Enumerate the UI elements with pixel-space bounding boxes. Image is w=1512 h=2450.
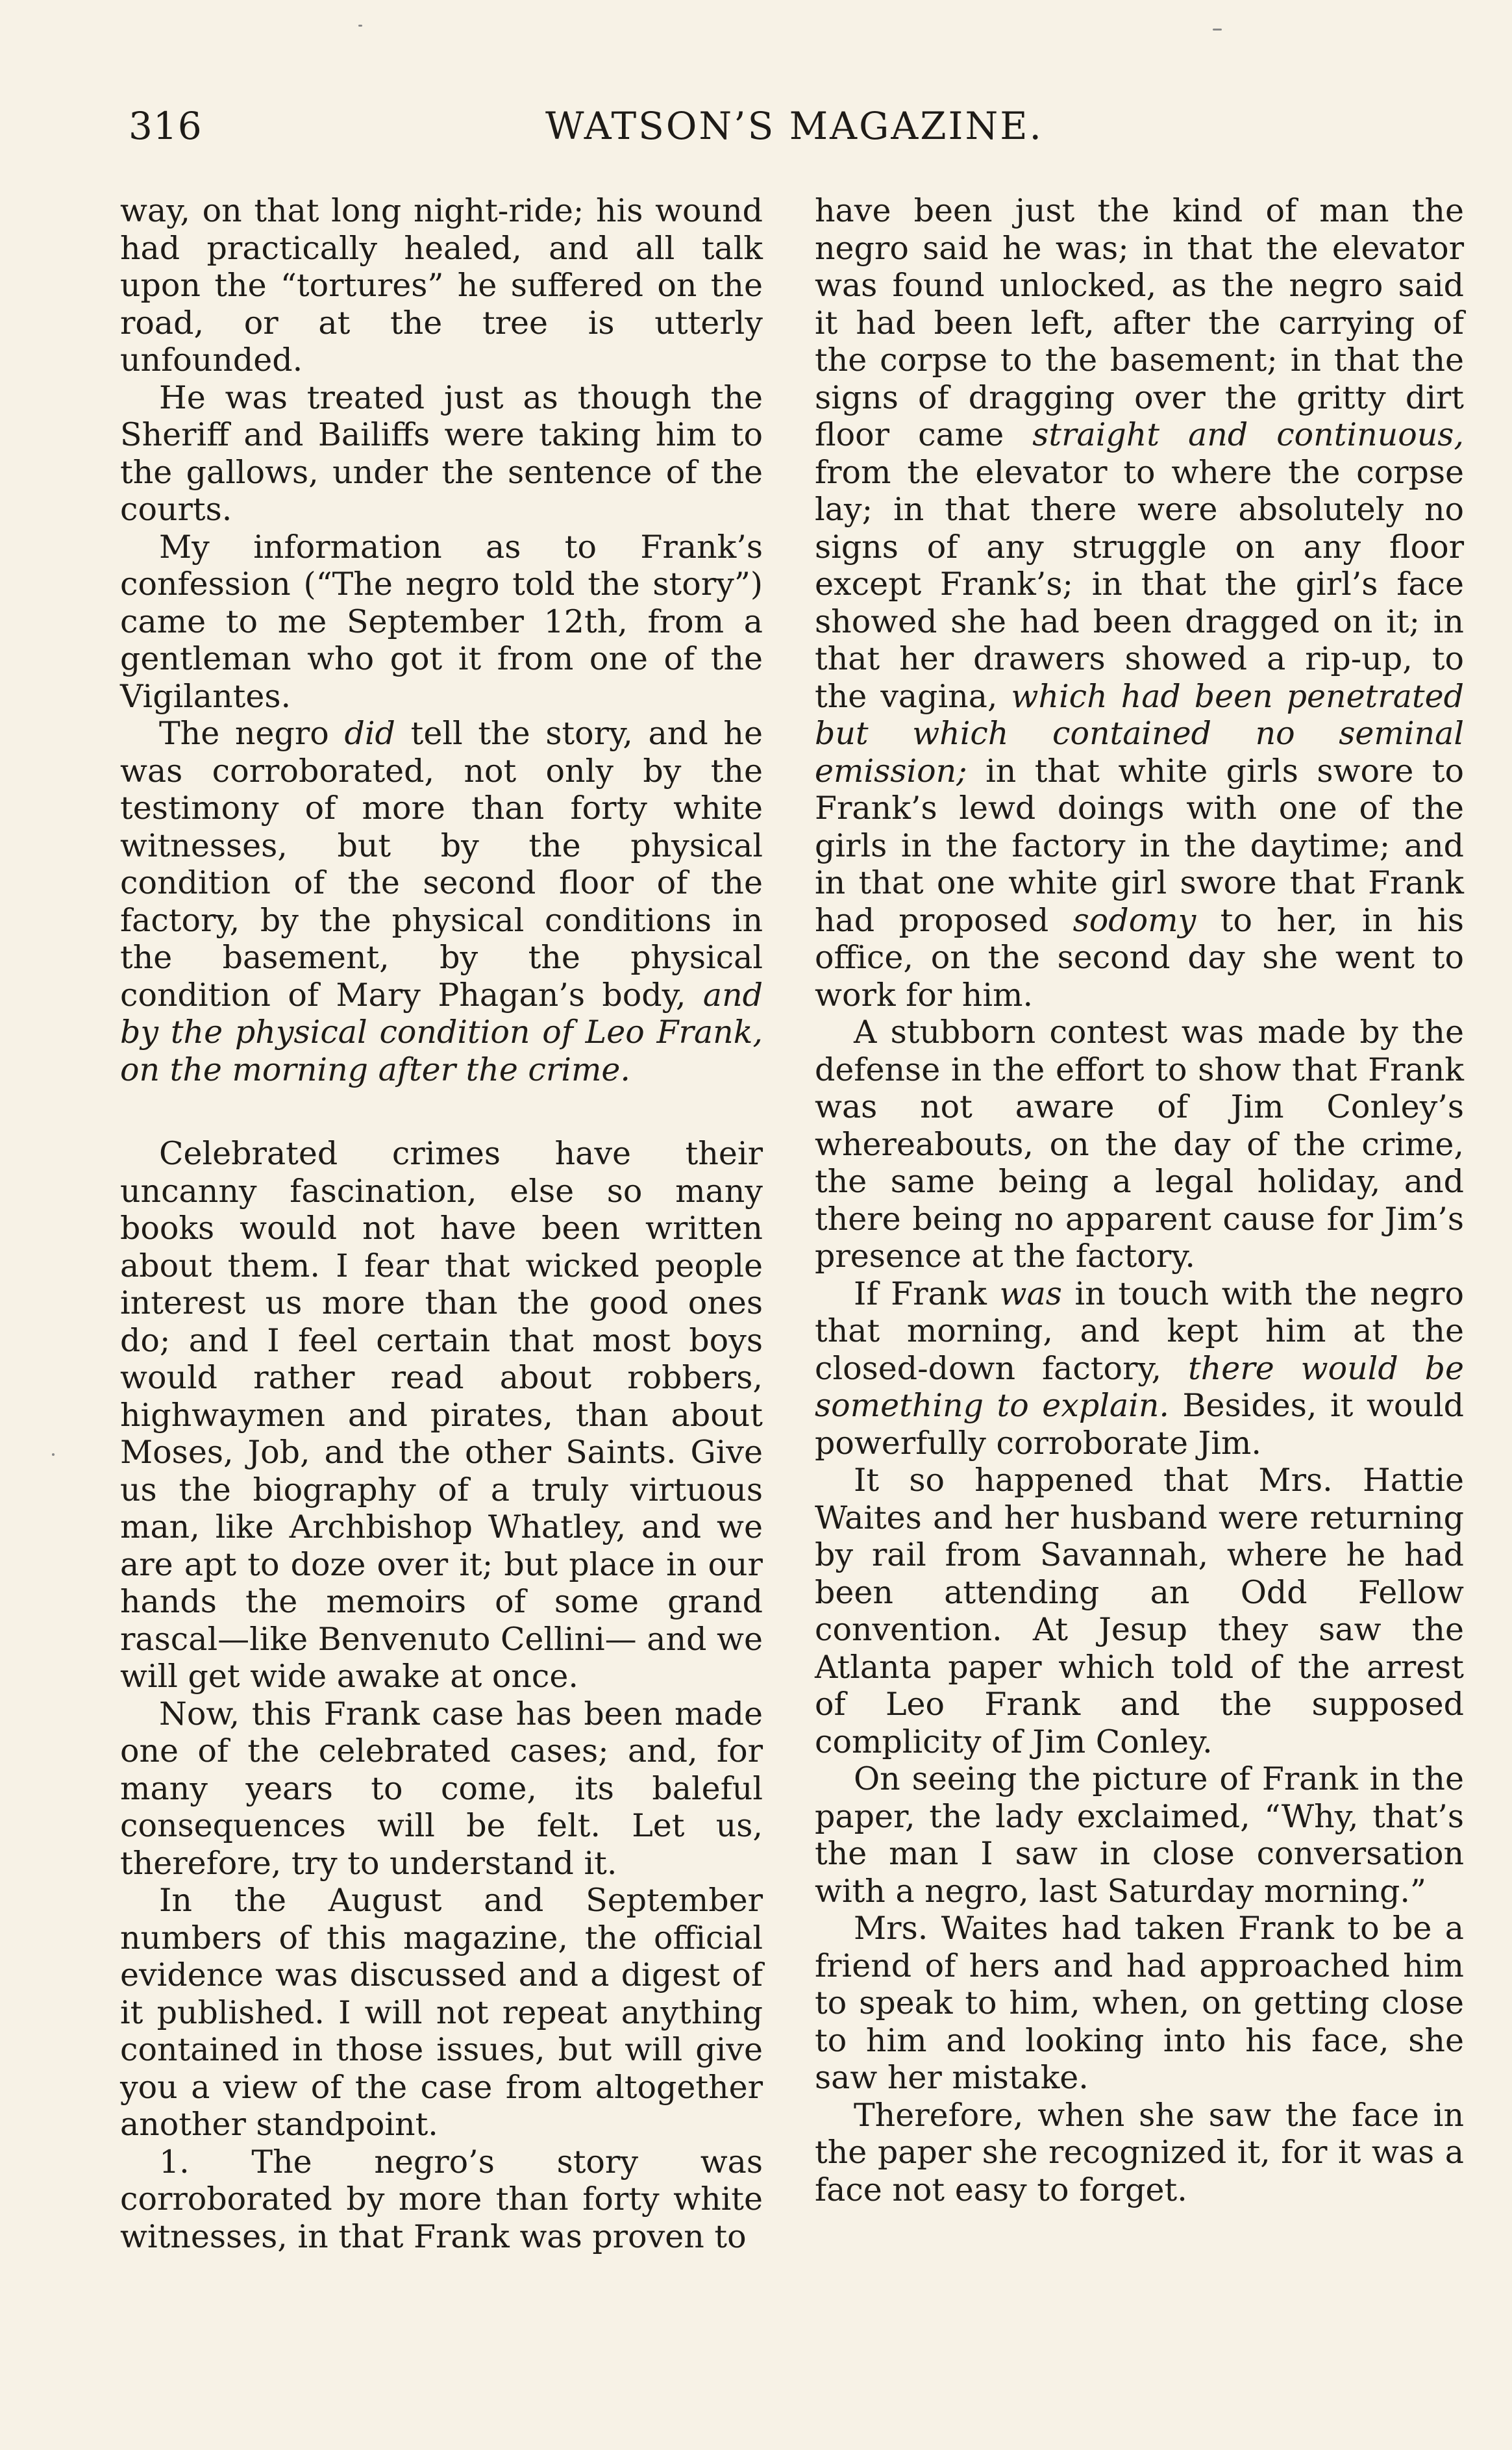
paragraph: If Frank was in touch with the negro that morning, and kept him at the closed-down factory, there would be something to explain. Besides, it would powerfully corroborate Jim.	[815, 1275, 1464, 1462]
print-speck	[52, 1453, 55, 1456]
print-speck	[1213, 29, 1222, 31]
left-column	[120, 192, 763, 2255]
running-title: WATSON’S MAGAZINE.	[545, 104, 1043, 148]
paragraph: He was treated just as though the Sheriff and Bailiffs were taking him to the gallows, under the sentence of the courts.	[120, 379, 763, 528]
paragraph: Celebrated crimes have their uncanny fascination, else so many books would not have been written about them. I fear that wicked people interest us more than the good ones do; and I feel certain that most boys would rather read about robbers, highwaymen and pirates, than about Moses, Job, and the other Saints. Give us the biography of a truly virtuous man, like Archbishop Whatley, and we are apt to doze over it; but place in our hands the memoirs of some grand rascal—like Benvenuto Cellini— and we will get wide awake at once.	[120, 1135, 763, 1695]
paragraph: have been just the kind of man the negro said he was; in that the elevator was found unlocked, as the negro said it had been left, after the carrying of the corpse to the basement; in that the signs of dragging over the gritty dirt floor came straight and continuous, from the elevator to where the corpse lay; in that there were absolutely no signs of any struggle on any floor except Frank’s; in that the girl’s face showed she had been dragged on it; in that her drawers showed a rip-up, to the vagina, which had been penetrated but which contained no seminal emission; in that white girls swore to Frank’s lewd doings with one of the girls in the factory in the daytime; and in that one white girl swore that Frank had proposed sodomy to her, in his office, on the second day she went to work for him.	[815, 192, 1464, 1014]
paragraph: 1. The negro’s story was corroborated by more than forty white witnesses, in that Frank was proven to	[120, 2143, 763, 2255]
paragraph: way, on that long night-ride; his wound had practically healed, and all talk upon the “tortures” he suffered on the road, or at the tree is utterly unfounded.	[120, 192, 763, 379]
paragraph: Therefore, when she saw the face in the paper she recognized it, for it was a face not easy to forget.	[815, 2096, 1464, 2208]
paragraph: It so happened that Mrs. Hattie Waites and her husband were returning by rail from Savannah, where he had been attending an Odd Fellow convention. At Jesup they saw the Atlanta paper which told of the arrest of Leo Frank and the supposed complicity of Jim Conley.	[815, 1462, 1464, 1760]
right-column	[815, 192, 1464, 2208]
paragraph: Mrs. Waites had taken Frank to be a friend of hers and had approached him to speak to him, when, on getting close to him and looking into his face, she saw her mistake.	[815, 1910, 1464, 2096]
paragraph: On seeing the picture of Frank in the paper, the lady exclaimed, “Why, that’s the man I saw in close conversation with a negro, last Saturday morning.”	[815, 1760, 1464, 1910]
paragraph: My information as to Frank’s confession (“The negro told the story”) came to me September 12th, from a gentleman who got it from one of the Vigilantes.	[120, 528, 763, 715]
paragraph: In the August and September numbers of this magazine, the official evidence was discussed and a digest of it published. I will not repeat anything contained in those issues, but will give you a view of the case from altogether another standpoint.	[120, 1882, 763, 2143]
paragraph: Now, this Frank case has been made one of the celebrated cases; and, for many years to come, its baleful consequences will be felt. Let us, therefore, try to understand it.	[120, 1695, 763, 1882]
paragraph: The negro did tell the story, and he was corroborated, not only by the testimony of more than forty white witnesses, but by the physical condition of the second floor of the factory, by the physical conditions in the basement, by the physical condition of Mary Phagan’s body, and by the physical condition of Leo Frank, on the morning after the crime.	[120, 715, 763, 1088]
page-number: 316	[129, 104, 203, 148]
paragraph: A stubborn contest was made by the defense in the effort to show that Frank was not aware of Jim Conley’s whereabouts, on the day of the crime, the same being a legal holiday, and there being no apparent cause for Jim’s presence at the factory.	[815, 1014, 1464, 1275]
print-speck	[358, 25, 362, 27]
